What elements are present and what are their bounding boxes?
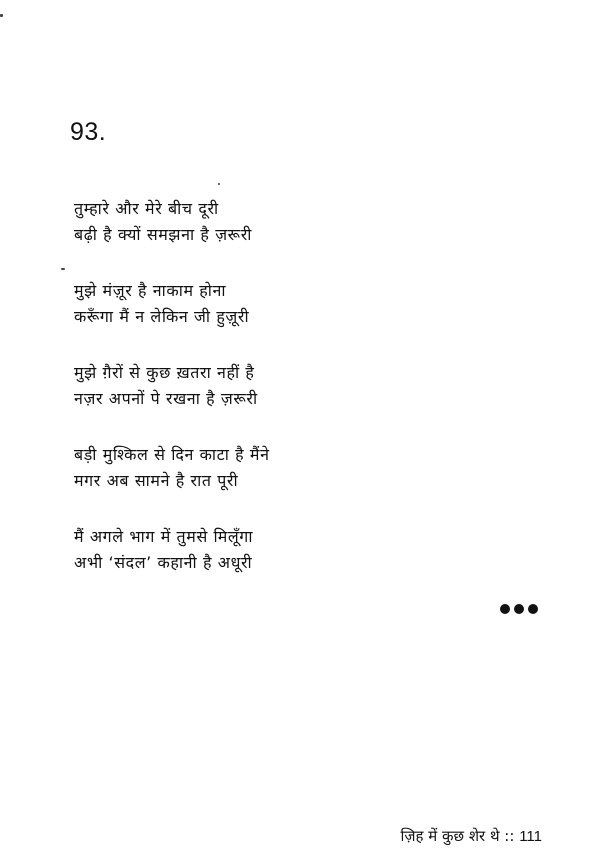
poem-line: मैं अगले भाग में तुमसे मिलूँगा	[74, 527, 254, 546]
poem-line: बढ़ी है क्यों समझना है ज़रूरी	[74, 225, 252, 244]
poem-line: अभी ‘संदल’ कहानी है अधूरी	[74, 553, 253, 572]
poem-line: मुझे ग़ैरों से कुछ ख़तरा नहीं है	[74, 363, 255, 382]
poem-line: तुम्हारे और मेरे बीच दूरी	[74, 199, 219, 218]
running-footer	[401, 826, 542, 846]
ornament-dot	[514, 604, 524, 614]
end-ornament	[500, 604, 538, 614]
ornament-dot	[528, 604, 538, 614]
poem-line: मुझे मंज़ूर है नाकाम होना	[74, 281, 227, 300]
stanza	[74, 196, 374, 248]
margin-mark	[218, 183, 220, 185]
poem-line: नज़र अपनों पे रखना है ज़रूरी	[74, 389, 258, 408]
poem-body	[74, 196, 374, 606]
poem-line: बड़ी मुश्किल से दिन काटा है मैंने	[74, 445, 270, 464]
stanza	[74, 278, 374, 330]
ornament-dot	[500, 604, 510, 614]
poem-number: 93.	[70, 118, 107, 146]
poem-line: करूँगा मैं न लेकिन जी हुज़ूरी	[74, 307, 250, 326]
stanza	[74, 442, 374, 494]
stanza	[74, 524, 374, 576]
stanza	[74, 360, 374, 412]
footer-book-title: ज़िह में कुछ शेर थे ::	[400, 827, 515, 845]
margin-mark	[61, 268, 65, 270]
folio-number: 111	[519, 828, 542, 845]
poem-line: मगर अब सामने है रात पूरी	[74, 471, 239, 490]
margin-mark	[0, 14, 3, 17]
